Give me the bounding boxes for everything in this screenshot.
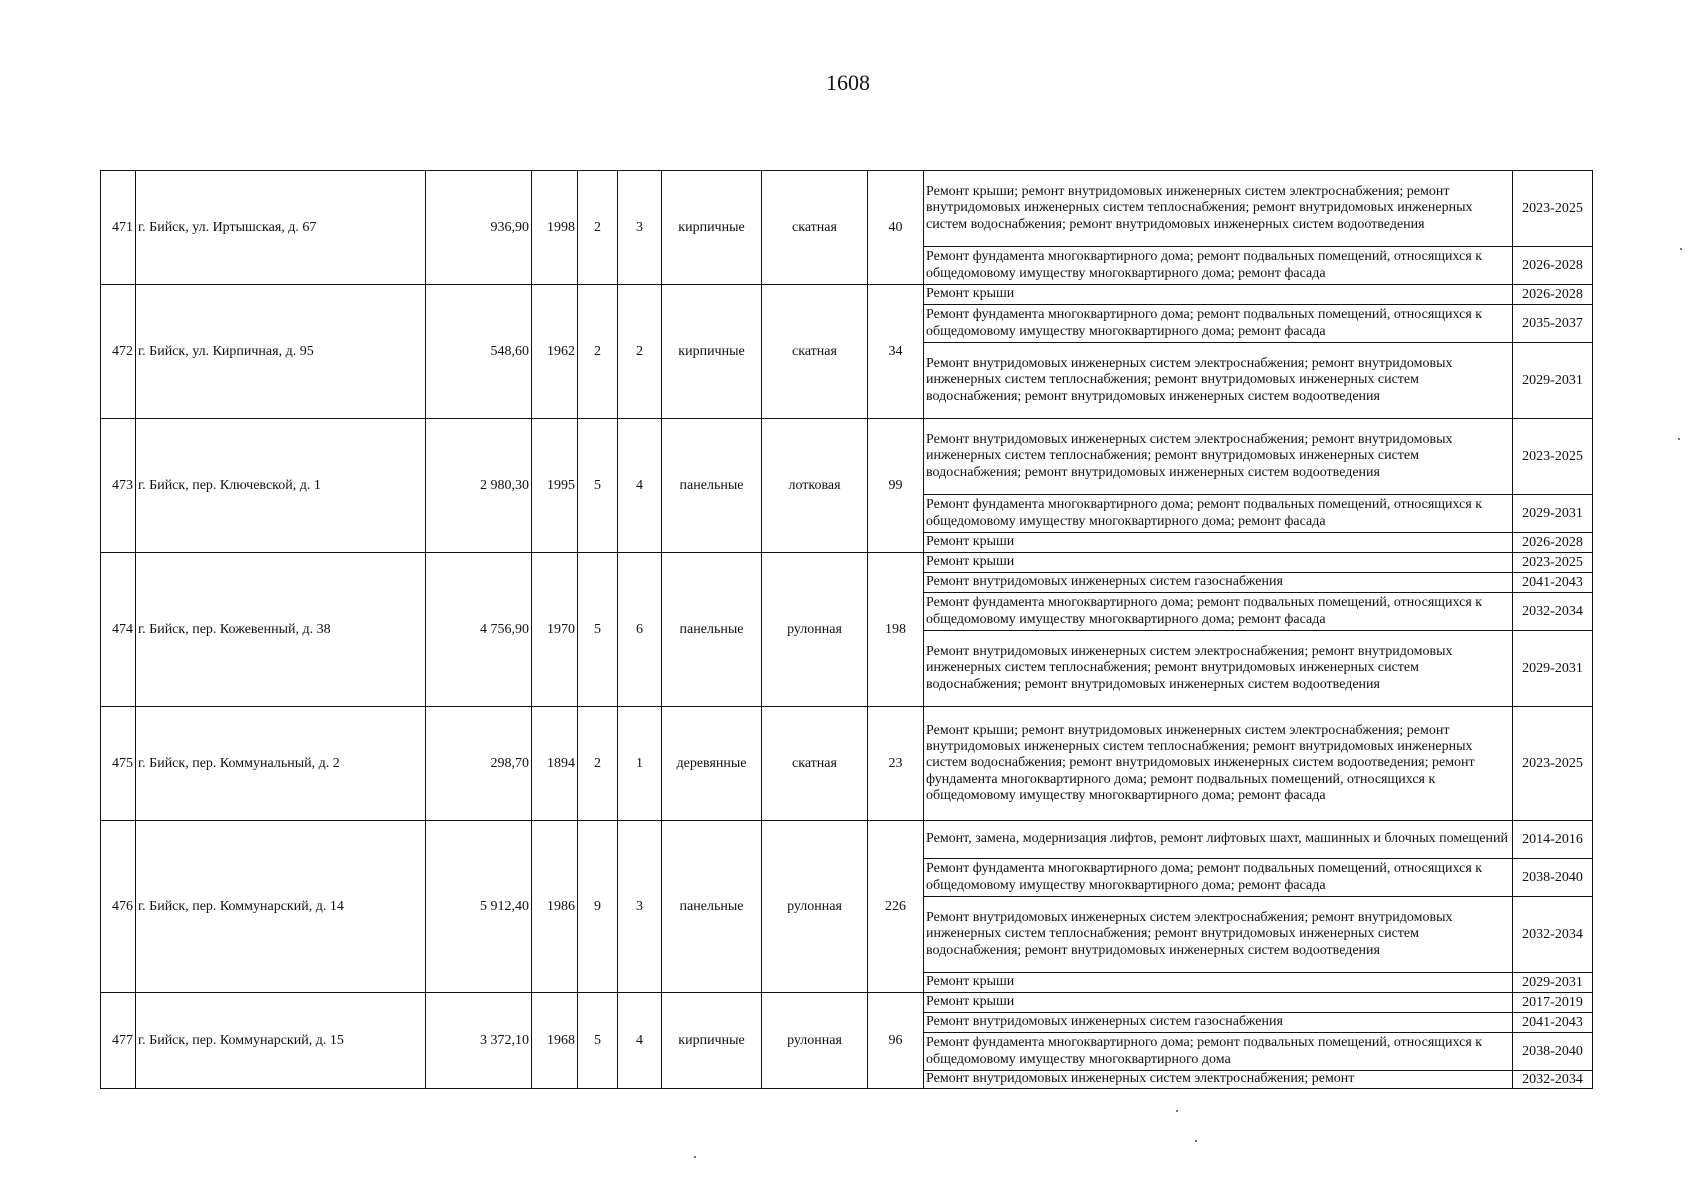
work-description-cell: Ремонт, замена, модернизация лифтов, ремонт лифтовых шахт, машинных и блочных помещений [924, 821, 1513, 859]
work-description-cell: Ремонт крыши [924, 993, 1513, 1013]
row-number-cell: 475 [101, 707, 136, 821]
area-cell: 548,60 [426, 285, 532, 419]
area-cell: 936,90 [426, 171, 532, 285]
table-body [101, 171, 1593, 1089]
work-period-cell: 2032-2034 [1513, 1071, 1593, 1089]
table-row [101, 821, 1593, 859]
work-description-cell: Ремонт внутридомовых инженерных систем электроснабжения; ремонт внутридомовых инженерных систем теплоснабжения; ремонт внутридомовых инженерных систем водоснабжения; ремонт внутридомовых инженерных систем водоотведения [924, 419, 1513, 495]
work-description-cell: Ремонт крыши [924, 533, 1513, 553]
address-cell: г. Бийск, пер. Коммунарский, д. 14 [136, 821, 426, 993]
floors-cell: 9 [578, 821, 618, 993]
year-built-cell: 1970 [532, 553, 578, 707]
work-description-cell: Ремонт фундамента многоквартирного дома; ремонт подвальных помещений, относящихся к общедомовому имуществу многоквартирного дома; ремонт фасада [924, 247, 1513, 285]
work-period-cell: 2017-2019 [1513, 993, 1593, 1013]
work-description-cell: Ремонт фундамента многоквартирного дома; ремонт подвальных помещений, относящихся к общедомовому имуществу многоквартирного дома; ремонт фасада [924, 859, 1513, 897]
work-description-cell: Ремонт фундамента многоквартирного дома; ремонт подвальных помещений, относящихся к общедомовому имуществу многоквартирного дома; ремонт фасада [924, 495, 1513, 533]
work-period-cell: 2038-2040 [1513, 859, 1593, 897]
address-cell: г. Бийск, пер. Ключевской, д. 1 [136, 419, 426, 553]
entrances-cell: 2 [618, 285, 662, 419]
work-period-cell: 2035-2037 [1513, 305, 1593, 343]
wall-material-cell: кирпичные [662, 171, 762, 285]
work-period-cell: 2023-2025 [1513, 553, 1593, 573]
residents-cell: 23 [868, 707, 924, 821]
work-period-cell: 2032-2034 [1513, 897, 1593, 973]
row-number-cell: 472 [101, 285, 136, 419]
entrances-cell: 3 [618, 171, 662, 285]
page-number: 1608 [826, 70, 870, 95]
roof-type-cell: скатная [762, 285, 868, 419]
row-number-cell: 474 [101, 553, 136, 707]
table-row [101, 285, 1593, 305]
entrances-cell: 4 [618, 419, 662, 553]
residents-cell: 96 [868, 993, 924, 1089]
residents-cell: 34 [868, 285, 924, 419]
work-description-cell: Ремонт внутридомовых инженерных систем электроснабжения; ремонт [924, 1071, 1513, 1089]
scan-speck [1678, 438, 1680, 440]
roof-type-cell: скатная [762, 171, 868, 285]
entrances-cell: 6 [618, 553, 662, 707]
work-period-cell: 2029-2031 [1513, 343, 1593, 419]
entrances-cell: 4 [618, 993, 662, 1089]
floors-cell: 5 [578, 553, 618, 707]
year-built-cell: 1995 [532, 419, 578, 553]
area-cell: 5 912,40 [426, 821, 532, 993]
roof-type-cell: лотковая [762, 419, 868, 553]
work-period-cell: 2026-2028 [1513, 247, 1593, 285]
table-row [101, 707, 1593, 821]
year-built-cell: 1894 [532, 707, 578, 821]
work-period-cell: 2026-2028 [1513, 533, 1593, 553]
repair-program-table [100, 170, 1593, 1089]
work-period-cell: 2032-2034 [1513, 593, 1593, 631]
address-cell: г. Бийск, ул. Иртышская, д. 67 [136, 171, 426, 285]
year-built-cell: 1968 [532, 993, 578, 1089]
work-period-cell: 2023-2025 [1513, 419, 1593, 495]
area-cell: 298,70 [426, 707, 532, 821]
work-period-cell: 2029-2031 [1513, 495, 1593, 533]
row-number-cell: 473 [101, 419, 136, 553]
row-number-cell: 471 [101, 171, 136, 285]
area-cell: 2 980,30 [426, 419, 532, 553]
address-cell: г. Бийск, ул. Кирпичная, д. 95 [136, 285, 426, 419]
work-description-cell: Ремонт фундамента многоквартирного дома; ремонт подвальных помещений, относящихся к общедомовому имуществу многоквартирного дома [924, 1033, 1513, 1071]
residents-cell: 40 [868, 171, 924, 285]
area-cell: 3 372,10 [426, 993, 532, 1089]
scan-speck [694, 1156, 696, 1158]
floors-cell: 2 [578, 707, 618, 821]
area-cell: 4 756,90 [426, 553, 532, 707]
table-row [101, 419, 1593, 495]
work-period-cell: 2029-2031 [1513, 631, 1593, 707]
work-description-cell: Ремонт крыши [924, 973, 1513, 993]
work-description-cell: Ремонт фундамента многоквартирного дома; ремонт подвальных помещений, относящихся к общедомовому имуществу многоквартирного дома; ремонт фасада [924, 593, 1513, 631]
work-description-cell: Ремонт внутридомовых инженерных систем электроснабжения; ремонт внутридомовых инженерных систем теплоснабжения; ремонт внутридомовых инженерных систем водоснабжения; ремонт внутридомовых инженерных систем водоотведения [924, 631, 1513, 707]
work-period-cell: 2023-2025 [1513, 171, 1593, 247]
floors-cell: 2 [578, 285, 618, 419]
work-description-cell: Ремонт крыши; ремонт внутридомовых инженерных систем электроснабжения; ремонт внутридомовых инженерных систем теплоснабжения; ремонт внутридомовых инженерных систем водоснабжения; ремонт внутридомовых инженерных систем водоотведения; ремонт фундамента многоквартирного дома; ремонт подвальных помещений, относящихся к общедомовому имуществу многоквартирного дома; ремонт фасада [924, 707, 1513, 821]
work-period-cell: 2026-2028 [1513, 285, 1593, 305]
scan-speck [1195, 1140, 1197, 1142]
work-period-cell: 2014-2016 [1513, 821, 1593, 859]
scan-speck [1680, 248, 1682, 250]
residents-cell: 198 [868, 553, 924, 707]
wall-material-cell: панельные [662, 553, 762, 707]
wall-material-cell: деревянные [662, 707, 762, 821]
address-cell: г. Бийск, пер. Коммунарский, д. 15 [136, 993, 426, 1089]
wall-material-cell: панельные [662, 821, 762, 993]
wall-material-cell: кирпичные [662, 993, 762, 1089]
year-built-cell: 1986 [532, 821, 578, 993]
address-cell: г. Бийск, пер. Кожевенный, д. 38 [136, 553, 426, 707]
floors-cell: 5 [578, 419, 618, 553]
floors-cell: 2 [578, 171, 618, 285]
work-period-cell: 2038-2040 [1513, 1033, 1593, 1071]
address-cell: г. Бийск, пер. Коммунальный, д. 2 [136, 707, 426, 821]
work-period-cell: 2041-2043 [1513, 1013, 1593, 1033]
work-period-cell: 2023-2025 [1513, 707, 1593, 821]
residents-cell: 99 [868, 419, 924, 553]
roof-type-cell: рулонная [762, 821, 868, 993]
wall-material-cell: кирпичные [662, 285, 762, 419]
roof-type-cell: рулонная [762, 553, 868, 707]
work-description-cell: Ремонт внутридомовых инженерных систем газоснабжения [924, 1013, 1513, 1033]
row-number-cell: 477 [101, 993, 136, 1089]
row-number-cell: 476 [101, 821, 136, 993]
work-description-cell: Ремонт внутридомовых инженерных систем электроснабжения; ремонт внутридомовых инженерных систем теплоснабжения; ремонт внутридомовых инженерных систем водоснабжения; ремонт внутридомовых инженерных систем водоотведения [924, 897, 1513, 973]
work-description-cell: Ремонт внутридомовых инженерных систем электроснабжения; ремонт внутридомовых инженерных систем теплоснабжения; ремонт внутридомовых инженерных систем водоснабжения; ремонт внутридомовых инженерных систем водоотведения [924, 343, 1513, 419]
work-period-cell: 2041-2043 [1513, 573, 1593, 593]
roof-type-cell: скатная [762, 707, 868, 821]
work-description-cell: Ремонт крыши [924, 285, 1513, 305]
work-period-cell: 2029-2031 [1513, 973, 1593, 993]
scan-speck [1176, 1110, 1178, 1112]
year-built-cell: 1998 [532, 171, 578, 285]
work-description-cell: Ремонт внутридомовых инженерных систем газоснабжения [924, 573, 1513, 593]
work-description-cell: Ремонт фундамента многоквартирного дома; ремонт подвальных помещений, относящихся к общедомовому имуществу многоквартирного дома; ремонт фасада [924, 305, 1513, 343]
year-built-cell: 1962 [532, 285, 578, 419]
floors-cell: 5 [578, 993, 618, 1089]
table-row [101, 553, 1593, 573]
entrances-cell: 3 [618, 821, 662, 993]
entrances-cell: 1 [618, 707, 662, 821]
work-description-cell: Ремонт крыши [924, 553, 1513, 573]
work-description-cell: Ремонт крыши; ремонт внутридомовых инженерных систем электроснабжения; ремонт внутридомовых инженерных систем теплоснабжения; ремонт внутридомовых инженерных систем водоснабжения; ремонт внутридомовых инженерных систем водоотведения [924, 171, 1513, 247]
residents-cell: 226 [868, 821, 924, 993]
wall-material-cell: панельные [662, 419, 762, 553]
repair-program-table-wrapper [100, 170, 1593, 1089]
table-row [101, 993, 1593, 1013]
table-row [101, 171, 1593, 247]
roof-type-cell: рулонная [762, 993, 868, 1089]
